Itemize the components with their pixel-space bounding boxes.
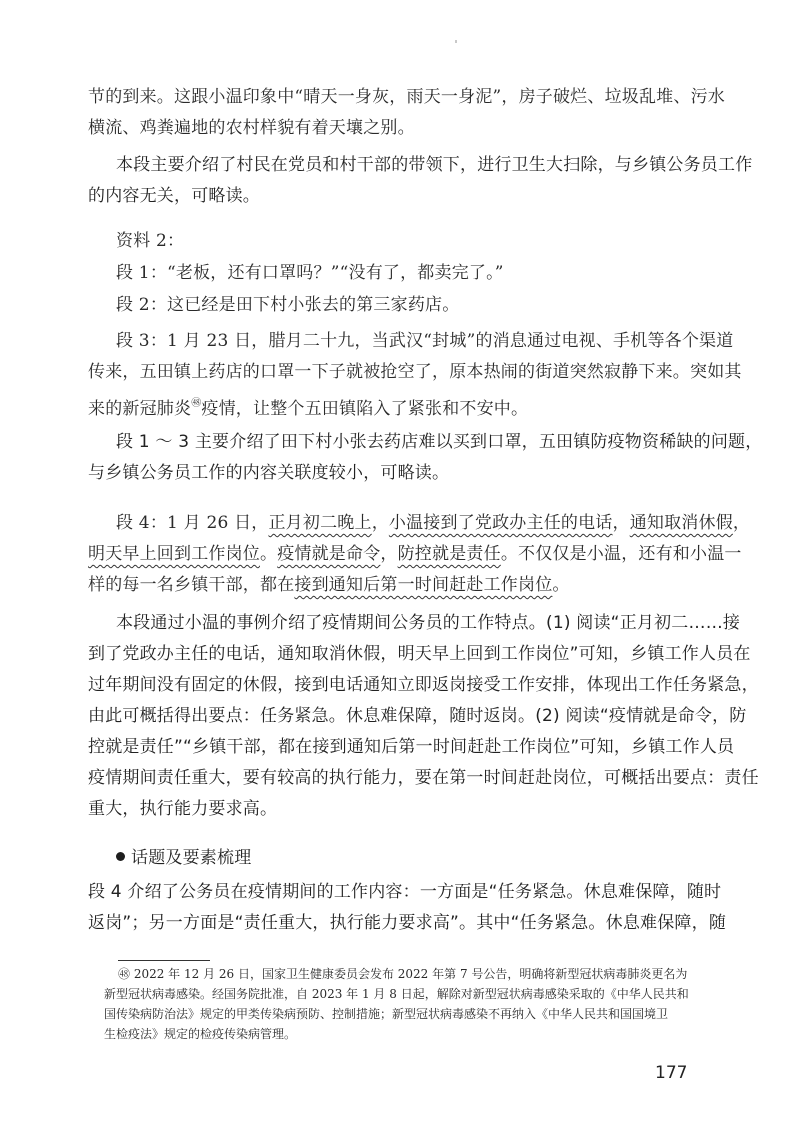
footnote-divider xyxy=(118,960,210,961)
paragraph-4 xyxy=(88,508,751,601)
source-text-continued xyxy=(88,82,725,144)
analysis-paragraph xyxy=(88,608,759,825)
text-line: 国传染病防治法》规定的甲类传染病预防、控制措施；新型冠状病毒感染不再纳入《中华人民共和国国境卫 xyxy=(104,1007,669,1021)
text-line: 与乡镇公务员工作的内容关联度较小，可略读。 xyxy=(88,463,450,483)
text-line: 传来，五田镇上药店的口罩一下子就被抢空了，原本热闹的街道突然寂静下来。突如其 xyxy=(88,362,742,382)
footnote xyxy=(104,964,718,1044)
text-line: 生检疫法》规定的检疫传染病管理。 xyxy=(104,1027,297,1041)
analysis-note-1 xyxy=(88,150,753,212)
text-line: 重大，执行能力要求高。 xyxy=(88,799,278,819)
text-line: 控就是责任”“乡镇干部，都在接到通知后第一时间赶赴工作岗位”可知，乡镇工作人员 xyxy=(88,737,735,757)
text-line: 段 3：1 月 23 日，腊月二十九，当武汉“封城”的消息通过电视、手机等各个渠道 xyxy=(116,331,734,351)
text-line: ㊽ 2022 年 12 月 26 日，国家卫生健康委员会发布 2022 年第 7 号公告，明确将新型冠状病毒肺炎更名为 xyxy=(118,967,688,981)
text-line: 返岗”；另一方面是“责任重大，执行能力要求高”。其中“任务紧急。休息难保障，随 xyxy=(88,913,727,933)
highlight: 小温接到了党政办主任的电话 xyxy=(388,513,613,533)
text-line: 段 4：1 月 26 日，正月初二晚上，小温接到了党政办主任的电话，通知取消休假， xyxy=(116,513,751,533)
material-heading: 资料 2： xyxy=(116,231,185,251)
paragraph-1: 段 1：“老板，还有口罩吗？”“没有了，都卖完了。” xyxy=(116,263,504,283)
text-line: 过年期间没有固定的休假，接到电话通知立即返岗接受工作安排，体现出工作任务紧急， xyxy=(88,675,759,695)
highlight: 正月初二晚上 xyxy=(268,513,372,533)
footnote-marker: ㊽ xyxy=(191,398,202,409)
text-line: 段 4 介绍了公务员在疫情期间的工作内容：一方面是“任务紧急。休息难保障，随时 xyxy=(88,882,722,902)
text-line: 来的新冠肺炎$^㊽$疫情，让整个五田镇陷入了紧张和不安中。 xyxy=(88,398,529,419)
text-line: 段 1 ～ 3 主要介绍了田下村小张去药店难以买到口罩，五田镇防疫物资稀缺的问题， xyxy=(116,432,763,452)
highlight: 接到通知后第一时间赶赴工作岗位 xyxy=(294,575,553,595)
text-line: 横流、鸡粪遍地的农村样貌有着天壤之别。 xyxy=(88,118,415,138)
text-line: 明天早上回到工作岗位。疫情就是命令，防控就是责任。不仅仅是小温，还有和小温一 xyxy=(88,544,742,564)
paragraph-2: 段 2：这已经是田下村小张去的第三家药店。 xyxy=(116,295,460,315)
summary-paragraph xyxy=(88,877,727,939)
topic-heading: 话题及要素梳理 xyxy=(88,843,700,874)
highlight: 疫情就是命令 xyxy=(277,544,381,564)
text-line: 样的每一名乡镇干部，都在接到通知后第一时间赶赴工作岗位。 xyxy=(88,575,570,595)
text-line: 节的到来。这跟小温印象中“晴天一身灰，雨天一身泥”，房子破烂、垃圾乱堆、污水 xyxy=(88,87,725,107)
bullet-icon xyxy=(116,852,125,861)
analysis-note-2 xyxy=(88,427,763,489)
text-line: 的内容无关，可略读。 xyxy=(88,186,260,206)
highlight: 明天早上回到工作岗位 xyxy=(88,544,260,564)
text-line: 本段主要介绍了村民在党员和村干部的带领下，进行卫生大扫除，与乡镇公务员工作 xyxy=(116,155,753,175)
paragraph-3 xyxy=(88,326,742,419)
text-line: 本段通过小温的事例介绍了疫情期间公务员的工作特点。(1) 阅读“正月初二……接 xyxy=(116,613,741,633)
text-line: 到了党政办主任的电话，通知取消休假，明天早上回到工作岗位”可知，乡镇工作人员在 xyxy=(88,644,751,664)
text-line: 疫情期间责任重大，要有较高的执行能力，要在第一时间赶赴岗位，可概括出要点：责任 xyxy=(88,768,759,788)
page-number: 177 xyxy=(655,1063,688,1083)
text-line: 由此可概括得出要点：任务紧急。休息难保障，随时返岗。(2) 阅读“疫情就是命令，防 xyxy=(88,706,747,726)
highlight: 防控就是责任 xyxy=(397,544,501,564)
text-line: 新型冠状病毒感染。经国务院批准，自 2023 年 1 月 8 日起，解除对新型冠状病毒感染采取的《中华人民共和 xyxy=(104,987,689,1001)
scan-speck xyxy=(455,40,457,43)
highlight: 通知取消休假 xyxy=(629,513,733,533)
